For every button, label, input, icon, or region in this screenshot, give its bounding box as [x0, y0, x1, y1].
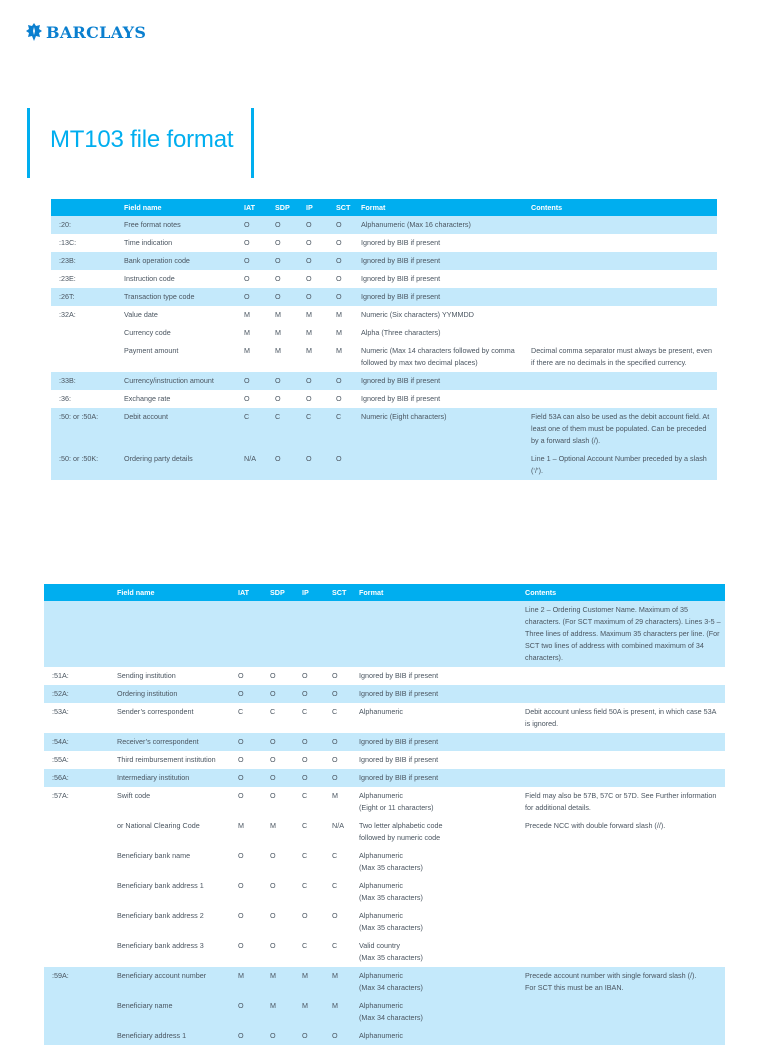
- title-block: [27, 108, 257, 178]
- iat-cell: O: [238, 755, 244, 764]
- col-header-sct: SCT: [328, 584, 355, 601]
- sct-cell: C: [332, 408, 357, 450]
- sdp-cell: O: [275, 238, 281, 247]
- ip-cell: C: [302, 851, 308, 860]
- contents-cell: [521, 877, 725, 907]
- tag-cell: [51, 342, 120, 372]
- format-cell: [357, 450, 527, 480]
- iat-cell: O: [238, 881, 244, 890]
- table-row: [44, 1027, 725, 1045]
- format-cell: Ignored by BIB if present: [355, 685, 521, 703]
- table-row: [51, 450, 717, 480]
- format-cell: Alphanumeric (Max 16 characters): [357, 216, 527, 234]
- table-row: [44, 751, 725, 769]
- sct-cell: C: [332, 707, 338, 716]
- table-row: [51, 372, 717, 390]
- ip-cell: O: [298, 733, 328, 751]
- table-row: [44, 703, 725, 733]
- table-header-row: [51, 199, 717, 216]
- field-name-cell: Time indication: [124, 238, 173, 247]
- col-header-iat: IAT: [234, 584, 266, 601]
- iat-cell: O: [240, 252, 271, 270]
- sct-cell: M: [328, 997, 355, 1027]
- iat-cell: C: [240, 408, 271, 450]
- tag-cell: :50: or :50K:: [51, 450, 120, 480]
- tag-cell: :13C:: [59, 238, 77, 247]
- sct-cell: C: [332, 851, 338, 860]
- table-header-row: [44, 584, 725, 601]
- sct-cell: O: [336, 274, 342, 283]
- tag-cell: :51A:: [52, 671, 69, 680]
- format-cell: Ignored by BIB if present: [357, 372, 527, 390]
- sdp-cell: O: [270, 851, 276, 860]
- table-row: [51, 252, 717, 270]
- contents-cell: [521, 907, 725, 937]
- table-row: [44, 967, 725, 997]
- field-name-cell: Value date: [124, 310, 158, 319]
- table-row: [51, 234, 717, 252]
- sct-cell: O: [328, 769, 355, 787]
- sdp-cell: O: [266, 1027, 298, 1045]
- iat-cell: O: [234, 997, 266, 1027]
- contents-cell: [521, 997, 725, 1027]
- sct-cell: O: [328, 685, 355, 703]
- iat-cell: O: [234, 769, 266, 787]
- contents-cell: [521, 847, 725, 877]
- contents-cell: Precede account number with single forward slash (/). For SCT this must be an IBAN.: [521, 967, 725, 997]
- col-header-tag: [51, 199, 120, 216]
- ip-cell: O: [302, 911, 308, 920]
- sdp-cell: O: [266, 685, 298, 703]
- ip-cell: C: [302, 707, 308, 716]
- sct-cell: M: [336, 346, 342, 355]
- field-name-cell: Beneficiary name: [113, 997, 234, 1027]
- barclays-logo: [25, 21, 146, 43]
- iat-cell: O: [238, 911, 244, 920]
- sct-cell: O: [332, 372, 357, 390]
- iat-cell: M: [238, 821, 244, 830]
- field-name-cell: Free format notes: [120, 216, 240, 234]
- contents-cell: Line 2 – Ordering Customer Name. Maximum of 35 characters. (For SCT maximum of 29 characters). Lines 3-5 – Three lines of address. Maximum 35 characters per line. (For SCT two lines of address with combined maximum of 34 characters).: [521, 601, 725, 667]
- table-row: [44, 997, 725, 1027]
- format-cell: Ignored by BIB if present: [357, 288, 527, 306]
- contents-cell: [527, 252, 717, 270]
- sct-cell: O: [336, 238, 342, 247]
- field-name-cell: Beneficiary account number: [113, 967, 234, 997]
- field-name-cell: Exchange rate: [124, 394, 171, 403]
- table-row: [51, 270, 717, 288]
- field-name-cell: Transaction type code: [120, 288, 240, 306]
- ip-cell: O: [298, 1027, 328, 1045]
- table-row: [44, 733, 725, 751]
- tag-cell: :23E:: [59, 274, 76, 283]
- table-row: [51, 216, 717, 234]
- field-name-cell: Beneficiary address 1: [113, 1027, 234, 1045]
- table-row: [44, 907, 725, 937]
- tag-cell: :55A:: [52, 755, 69, 764]
- iat-cell: O: [238, 851, 244, 860]
- tag-cell: :59A:: [44, 967, 113, 997]
- field-name-cell: Sending institution: [117, 671, 176, 680]
- ip-cell: M: [298, 997, 328, 1027]
- ip-cell: [298, 601, 328, 667]
- col-header-ip: IP: [298, 584, 328, 601]
- sct-cell: O: [332, 755, 338, 764]
- field-name-cell: Bank operation code: [120, 252, 240, 270]
- ip-cell: O: [306, 238, 312, 247]
- field-name-cell: Ordering institution: [113, 685, 234, 703]
- field-name-cell: Swift code: [117, 791, 151, 800]
- sdp-cell: O: [275, 394, 281, 403]
- iat-cell: O: [234, 685, 266, 703]
- col-header-iat: IAT: [240, 199, 271, 216]
- sdp-cell: O: [270, 671, 276, 680]
- contents-cell: [527, 216, 717, 234]
- tag-cell: :26T:: [51, 288, 120, 306]
- contents-cell: Precede NCC with double forward slash (//).: [525, 821, 666, 830]
- format-cell: Ignored by BIB if present: [357, 252, 527, 270]
- table-row: [44, 685, 725, 703]
- field-name-cell: Intermediary institution: [113, 769, 234, 787]
- table-row: [44, 937, 725, 967]
- format-cell: [355, 601, 521, 667]
- field-name-cell: Beneficiary bank address 3: [117, 941, 204, 950]
- col-header-contents: Contents: [527, 199, 717, 216]
- tag-cell: [44, 937, 113, 967]
- sct-cell: M: [336, 328, 342, 337]
- ip-cell: M: [306, 328, 312, 337]
- sct-cell: C: [332, 941, 338, 950]
- format-cell: Valid country (Max 35 characters): [359, 941, 423, 962]
- tag-cell: :36:: [59, 394, 71, 403]
- tag-cell: :57A:: [52, 791, 69, 800]
- tag-cell: :56A:: [44, 769, 113, 787]
- iat-cell: M: [244, 346, 250, 355]
- contents-cell: [527, 288, 717, 306]
- field-name-cell: Beneficiary bank address 1: [117, 881, 204, 890]
- col-header-contents: Contents: [521, 584, 725, 601]
- iat-cell: O: [234, 1027, 266, 1045]
- table-row: [51, 342, 717, 372]
- eagle-icon: [25, 22, 43, 42]
- format-cell: Alphanumeric: [355, 1027, 521, 1045]
- col-header-field-name: Field name: [120, 199, 240, 216]
- field-name-cell: Receiver’s correspondent: [113, 733, 234, 751]
- contents-cell: [521, 769, 725, 787]
- field-name-cell: Currency/instruction amount: [120, 372, 240, 390]
- format-cell: Alphanumeric (Max 34 characters): [355, 997, 521, 1027]
- field-name-cell: or National Clearing Code: [117, 821, 200, 830]
- table-row: [51, 408, 717, 450]
- sdp-cell: M: [275, 328, 281, 337]
- tag-cell: [44, 997, 113, 1027]
- iat-cell: O: [238, 791, 244, 800]
- format-cell: Alphanumeric (Eight or 11 characters): [359, 791, 434, 812]
- contents-cell: [527, 270, 717, 288]
- sct-cell: [328, 601, 355, 667]
- sct-cell: O: [332, 911, 338, 920]
- ip-cell: O: [302, 372, 332, 390]
- ip-cell: O: [302, 755, 308, 764]
- ip-cell: O: [302, 216, 332, 234]
- table-row: [44, 817, 725, 847]
- table-row: [51, 324, 717, 342]
- ip-cell: C: [302, 941, 308, 950]
- iat-cell: N/A: [240, 450, 271, 480]
- field-name-cell: Sender’s correspondent: [117, 707, 194, 716]
- col-header-sdp: SDP: [271, 199, 302, 216]
- sdp-cell: C: [270, 707, 276, 716]
- table-row: [44, 847, 725, 877]
- sdp-cell: O: [271, 450, 302, 480]
- mt103-table-1: [51, 199, 717, 480]
- iat-cell: O: [240, 288, 271, 306]
- format-cell: Numeric (Six characters) YYMMDD: [361, 310, 474, 319]
- sdp-cell: O: [270, 911, 276, 920]
- sct-cell: M: [336, 310, 342, 319]
- field-name-cell: Instruction code: [124, 274, 175, 283]
- contents-cell: [521, 1027, 725, 1045]
- sdp-cell: O: [271, 216, 302, 234]
- format-cell: Numeric (Eight characters): [357, 408, 527, 450]
- sct-cell: M: [332, 791, 338, 800]
- tag-cell: :33B:: [51, 372, 120, 390]
- sdp-cell: O: [266, 733, 298, 751]
- format-cell: Alphanumeric (Max 35 characters): [359, 881, 423, 902]
- tag-cell: [44, 817, 113, 847]
- sct-cell: O: [328, 733, 355, 751]
- sdp-cell: O: [271, 288, 302, 306]
- sct-cell: O: [332, 671, 338, 680]
- format-cell: Alphanumeric (Max 34 characters): [355, 967, 521, 997]
- iat-cell: M: [234, 967, 266, 997]
- contents-cell: Line 1 – Optional Account Number preceded by a slash (‘/’).: [527, 450, 717, 480]
- table-row: [44, 769, 725, 787]
- tag-cell: [44, 601, 113, 667]
- tag-cell: [44, 847, 113, 877]
- sct-cell: O: [328, 1027, 355, 1045]
- tag-cell: [44, 877, 113, 907]
- field-name-cell: Debit account: [120, 408, 240, 450]
- ip-cell: O: [298, 685, 328, 703]
- iat-cell: C: [238, 707, 244, 716]
- sct-cell: O: [332, 288, 357, 306]
- tag-cell: :20:: [51, 216, 120, 234]
- field-name-cell: Currency code: [124, 328, 171, 337]
- iat-cell: M: [244, 328, 250, 337]
- format-cell: Numeric (Max 14 characters followed by comma followed by max two decimal places): [361, 346, 515, 367]
- sdp-cell: O: [271, 252, 302, 270]
- table-row: [51, 390, 717, 408]
- ip-cell: M: [306, 346, 312, 355]
- tag-cell: :23B:: [51, 252, 120, 270]
- iat-cell: O: [240, 372, 271, 390]
- contents-cell: [521, 667, 725, 685]
- field-name-cell: Ordering party details: [120, 450, 240, 480]
- tag-cell: :54A:: [44, 733, 113, 751]
- field-name-cell: Third reimbursement institution: [117, 755, 216, 764]
- iat-cell: [234, 601, 266, 667]
- ip-cell: C: [302, 821, 308, 830]
- table-row: [44, 787, 725, 817]
- contents-cell: [527, 324, 717, 342]
- field-name-cell: [113, 601, 234, 667]
- sct-cell: O: [332, 216, 357, 234]
- contents-cell: Decimal comma separator must always be present, even if there are no decimals in the specified currency.: [531, 346, 712, 367]
- iat-cell: O: [234, 733, 266, 751]
- iat-cell: M: [244, 310, 250, 319]
- sdp-cell: C: [271, 408, 302, 450]
- sdp-cell: M: [275, 346, 281, 355]
- table-row: [51, 306, 717, 324]
- field-name-cell: Beneficiary bank address 2: [117, 911, 204, 920]
- ip-cell: O: [306, 274, 312, 283]
- col-header-tag: [44, 584, 113, 601]
- format-cell: Ignored by BIB if present: [361, 238, 441, 247]
- contents-cell: Debit account unless field 50A is present, in which case 53A is ignored.: [525, 707, 716, 728]
- col-header-format: Format: [355, 584, 521, 601]
- format-cell: Ignored by BIB if present: [361, 274, 441, 283]
- title-accent-bar-right: [251, 108, 254, 178]
- format-cell: Alphanumeric (Max 35 characters): [359, 911, 423, 932]
- tag-cell: [44, 907, 113, 937]
- contents-cell: [527, 372, 717, 390]
- sdp-cell: O: [271, 372, 302, 390]
- brand-name: BARCLAYS: [46, 22, 147, 42]
- format-cell: Ignored by BIB if present: [355, 733, 521, 751]
- contents-cell: [527, 390, 717, 408]
- table-row: [44, 601, 725, 667]
- col-header-sdp: SDP: [266, 584, 298, 601]
- iat-cell: O: [244, 238, 250, 247]
- sdp-cell: M: [270, 821, 276, 830]
- sdp-cell: [266, 601, 298, 667]
- contents-cell: Field may also be 57B, 57C or 57D. See Further information for additional details.: [525, 791, 717, 812]
- col-header-format: Format: [357, 199, 527, 216]
- sdp-cell: O: [270, 791, 276, 800]
- contents-cell: [527, 306, 717, 324]
- sdp-cell: M: [275, 310, 281, 319]
- tag-cell: [51, 324, 120, 342]
- tag-cell: :50: or :50A:: [51, 408, 120, 450]
- contents-cell: [521, 685, 725, 703]
- format-cell: Alphanumeric: [359, 707, 403, 716]
- format-cell: Ignored by BIB if present: [355, 769, 521, 787]
- tag-cell: [44, 1027, 113, 1045]
- ip-cell: C: [302, 791, 308, 800]
- sct-cell: M: [328, 967, 355, 997]
- contents-cell: [527, 234, 717, 252]
- contents-cell: [521, 751, 725, 769]
- sdp-cell: O: [270, 755, 276, 764]
- iat-cell: O: [240, 216, 271, 234]
- sdp-cell: M: [266, 967, 298, 997]
- sdp-cell: O: [270, 941, 276, 950]
- col-header-field-name: Field name: [113, 584, 234, 601]
- sct-cell: O: [332, 252, 357, 270]
- sct-cell: N/A: [332, 821, 344, 830]
- ip-cell: O: [298, 769, 328, 787]
- format-cell: Ignored by BIB if present: [361, 394, 441, 403]
- ip-cell: O: [306, 394, 312, 403]
- format-cell: Ignored by BIB if present: [359, 755, 439, 764]
- ip-cell: M: [306, 310, 312, 319]
- iat-cell: O: [244, 274, 250, 283]
- ip-cell: O: [302, 288, 332, 306]
- ip-cell: M: [298, 967, 328, 997]
- table-row: [44, 667, 725, 685]
- format-cell: Alpha (Three characters): [361, 328, 441, 337]
- contents-cell: [521, 733, 725, 751]
- format-cell: Ignored by BIB if present: [359, 671, 439, 680]
- table-row: [51, 288, 717, 306]
- sct-cell: O: [332, 450, 357, 480]
- col-header-ip: IP: [302, 199, 332, 216]
- contents-cell: [521, 937, 725, 967]
- iat-cell: O: [238, 941, 244, 950]
- iat-cell: O: [244, 394, 250, 403]
- field-name-cell: Payment amount: [124, 346, 179, 355]
- col-header-sct: SCT: [332, 199, 357, 216]
- sct-cell: C: [332, 881, 338, 890]
- format-cell: Alphanumeric (Max 35 characters): [359, 851, 423, 872]
- table-row: [44, 877, 725, 907]
- mt103-table-2: [44, 584, 725, 1045]
- sdp-cell: O: [266, 769, 298, 787]
- sdp-cell: M: [266, 997, 298, 1027]
- format-cell: Two letter alphabetic code followed by numeric code: [359, 821, 443, 842]
- contents-cell: Field 53A can also be used as the debit account field. At least one of them must be populated. Can be preceded by a forward slash (/).: [527, 408, 717, 450]
- sct-cell: O: [336, 394, 342, 403]
- ip-cell: C: [302, 881, 308, 890]
- field-name-cell: Beneficiary bank name: [117, 851, 191, 860]
- title-accent-bar-left: [27, 108, 30, 178]
- sdp-cell: O: [275, 274, 281, 283]
- tag-cell: :52A:: [44, 685, 113, 703]
- sdp-cell: O: [270, 881, 276, 890]
- ip-cell: O: [302, 671, 308, 680]
- tag-cell: :32A:: [59, 310, 76, 319]
- ip-cell: O: [302, 252, 332, 270]
- page-title: MT103 file format: [50, 126, 234, 153]
- ip-cell: O: [302, 450, 332, 480]
- iat-cell: O: [238, 671, 244, 680]
- tag-cell: :53A:: [52, 707, 69, 716]
- ip-cell: C: [302, 408, 332, 450]
